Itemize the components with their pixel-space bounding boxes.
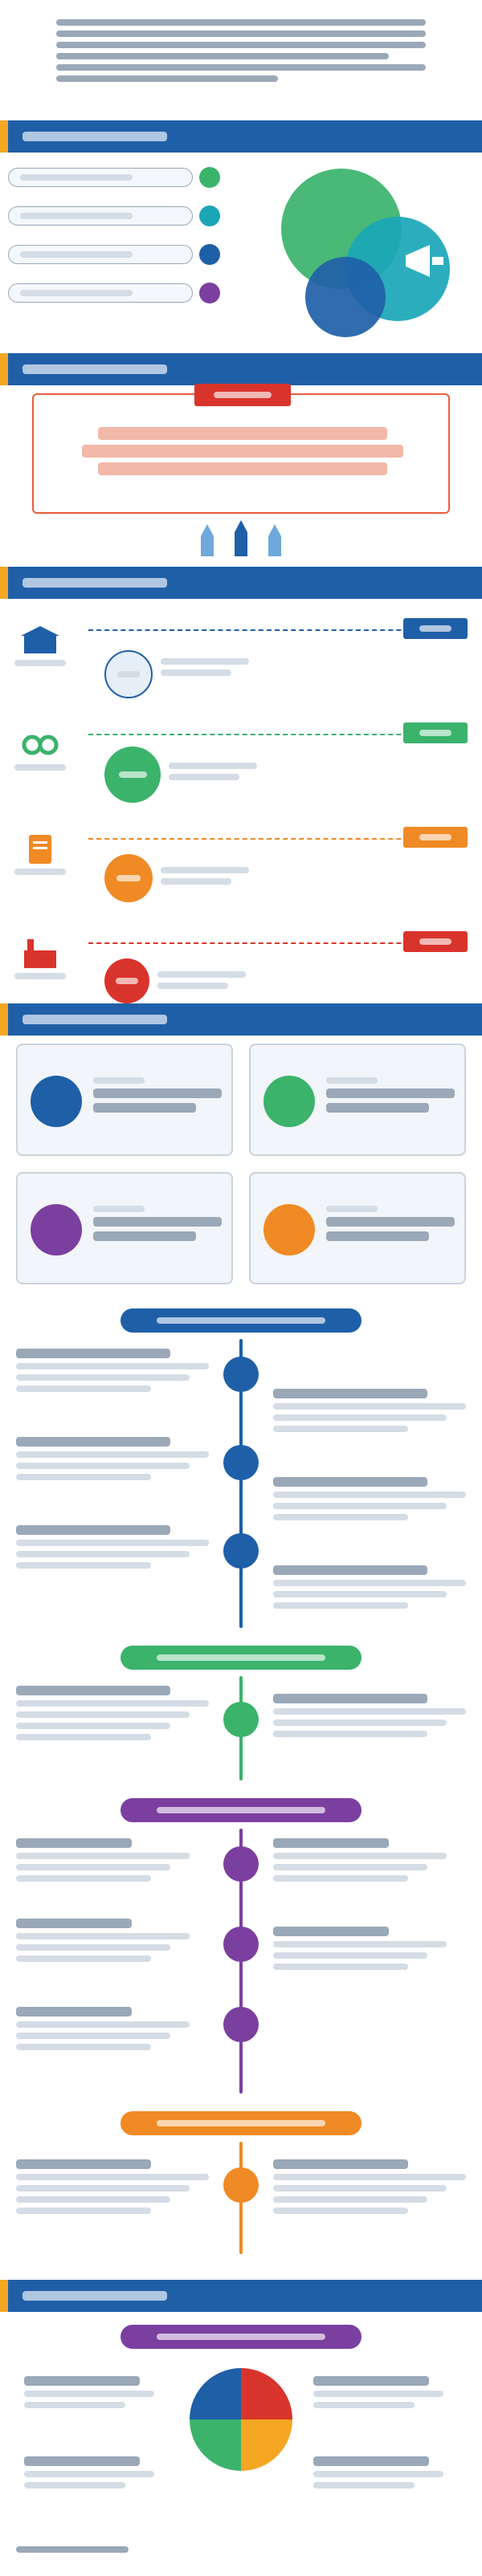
indicator-text-4	[157, 971, 246, 989]
section-5-banner	[0, 2280, 482, 2312]
indicator-row-1	[0, 610, 482, 714]
task-title-1	[93, 1089, 222, 1098]
indicator-stat-2	[104, 747, 161, 803]
task-1-item-5	[16, 1525, 209, 1569]
task-title-4	[326, 1217, 455, 1227]
task-label-2	[326, 1077, 378, 1084]
task-2-item-1	[16, 1686, 209, 1740]
gear-icon	[199, 206, 220, 226]
indicator-stat-1	[104, 650, 153, 698]
factory-icon	[223, 2007, 259, 2042]
indicator-year-3	[403, 827, 468, 848]
section-3-banner	[0, 567, 482, 599]
megaphone-icon	[402, 241, 450, 281]
goal-line-3	[98, 462, 387, 475]
indicator-year-4	[403, 931, 468, 952]
guarantee-item-2	[313, 2376, 458, 2408]
task-card-3	[16, 1172, 233, 1284]
task-1-item-6	[273, 1565, 466, 1609]
guarantee-item-4	[313, 2456, 458, 2489]
source-note	[16, 2546, 177, 2553]
reason-item-4	[8, 283, 193, 303]
task-label-4	[326, 1206, 378, 1212]
task-1-item-4	[273, 1477, 466, 1520]
guarantee-item-3	[24, 2456, 169, 2489]
tape-icon	[21, 730, 59, 759]
indicator-stat-4	[104, 958, 149, 1003]
chart-icon	[223, 1445, 259, 1480]
indicator-category-4	[14, 973, 66, 979]
task-4-item-2	[273, 2159, 466, 2214]
section-1-body	[0, 161, 482, 353]
task-3-item-4	[273, 1927, 466, 1970]
reason-item-2	[8, 206, 193, 226]
task-number-4	[263, 1204, 315, 1255]
task-number-2	[263, 1076, 315, 1127]
reason-item-1	[8, 168, 193, 187]
task-1-item-2	[273, 1389, 466, 1432]
task-3-item-3	[16, 1919, 209, 1962]
task-number-3	[31, 1204, 82, 1255]
indicator-category-3	[14, 869, 66, 875]
indicator-stat-3	[104, 854, 153, 902]
task-3-item-2	[273, 1838, 466, 1882]
gear-icon	[223, 1533, 259, 1569]
building-icon	[21, 626, 59, 655]
goal-year-tag	[194, 384, 291, 406]
factory-icon	[21, 939, 59, 968]
indicator-text-1	[161, 658, 249, 676]
task-4-item-1	[16, 2159, 209, 2214]
indicator-category-1	[14, 660, 66, 666]
gear-icon	[223, 1927, 259, 1962]
task-grid	[16, 1044, 466, 1292]
indicator-category-2	[14, 764, 66, 771]
intro-paragraph	[56, 19, 426, 82]
indicator-year-1	[403, 618, 468, 639]
task-3-item-5	[16, 2007, 209, 2050]
task-label-3	[93, 1206, 145, 1212]
guarantee-item-1	[24, 2376, 169, 2408]
section-2-banner	[0, 353, 482, 385]
goal-line-1	[98, 427, 387, 440]
task-card-2	[249, 1044, 466, 1156]
bulb-icon	[199, 167, 220, 188]
indicator-text-2	[169, 763, 257, 780]
document-icon	[21, 835, 59, 864]
section-5-title	[22, 2291, 167, 2301]
goal-box	[32, 393, 450, 514]
shield-icon	[223, 2167, 259, 2203]
section-5-subtitle	[120, 2325, 362, 2349]
task-3-detail-header	[120, 1798, 362, 1822]
task-number-1	[31, 1076, 82, 1127]
task-title-3	[93, 1217, 222, 1227]
task-3-item-1	[16, 1838, 209, 1882]
section-4-title	[22, 1015, 167, 1024]
section-4-banner	[0, 1003, 482, 1036]
rocket-icon	[177, 520, 305, 560]
indicator-year-2	[403, 722, 468, 743]
section-1-title	[22, 132, 167, 141]
section-2-title	[22, 364, 167, 374]
task-1-detail-header	[120, 1308, 362, 1333]
task-title-2	[326, 1089, 455, 1098]
gear-icon	[223, 1357, 259, 1392]
gear-icon	[199, 283, 220, 303]
task-card-1	[16, 1044, 233, 1156]
indicator-row-2	[0, 714, 482, 819]
chart-icon	[199, 244, 220, 265]
task-label-1	[93, 1077, 145, 1084]
indicator-row-3	[0, 819, 482, 923]
section-3-title	[22, 578, 167, 588]
chart-icon	[223, 1702, 259, 1737]
task-1-item-1	[16, 1349, 209, 1392]
building-icon	[223, 1846, 259, 1882]
task-card-4	[249, 1172, 466, 1284]
task-2-item-2	[273, 1694, 466, 1737]
goal-line-2	[82, 445, 403, 458]
indicator-text-3	[161, 867, 249, 885]
section-1-banner	[0, 120, 482, 153]
task-2-detail-header	[120, 1646, 362, 1670]
reason-item-3	[8, 245, 193, 264]
task-1-item-3	[16, 1437, 209, 1480]
decorative-circle	[305, 257, 386, 337]
task-4-detail-header	[120, 2111, 362, 2135]
